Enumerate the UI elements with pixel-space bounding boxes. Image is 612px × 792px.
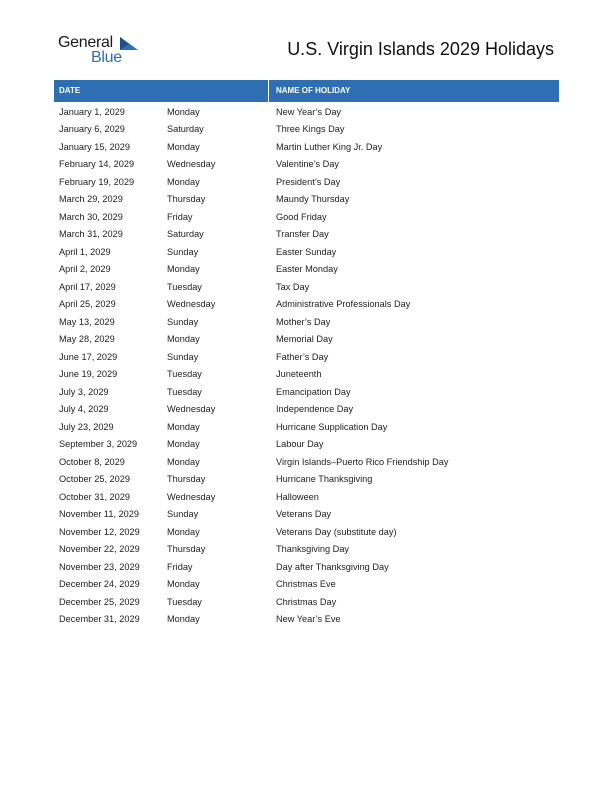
- holiday-name: Memorial Day: [276, 334, 333, 345]
- holiday-weekday: Saturday: [167, 229, 204, 240]
- table-row: [54, 593, 559, 611]
- holiday-weekday: Sunday: [167, 351, 199, 362]
- table-row: [54, 121, 559, 139]
- holiday-name: Christmas Eve: [276, 579, 336, 590]
- holiday-weekday: Sunday: [167, 509, 199, 520]
- table-row: [54, 208, 559, 226]
- holiday-date: November 23, 2029: [59, 561, 140, 572]
- holiday-name: Tax Day: [276, 281, 310, 292]
- holiday-date: June 17, 2029: [59, 351, 118, 362]
- holiday-weekday: Monday: [167, 141, 200, 152]
- holiday-name: Veterans Day (substitute day): [276, 526, 397, 537]
- table-row: [54, 401, 559, 419]
- table-row: [54, 453, 559, 471]
- table-row: [54, 103, 559, 121]
- table-row: [54, 541, 559, 559]
- holiday-name: Easter Monday: [276, 264, 338, 275]
- holiday-weekday: Thursday: [167, 474, 206, 485]
- table-row: [54, 226, 559, 244]
- table-row: [54, 173, 559, 191]
- logo-triangle-icon: [120, 37, 138, 55]
- holiday-date: November 11, 2029: [59, 509, 140, 520]
- logo-text-blue: Blue: [91, 49, 122, 66]
- table-row: [54, 331, 559, 349]
- holiday-date: October 8, 2029: [59, 456, 125, 467]
- holiday-date: January 15, 2029: [59, 141, 131, 152]
- table-row: [54, 278, 559, 296]
- holiday-name: Veterans Day: [276, 509, 332, 520]
- holiday-weekday: Monday: [167, 176, 200, 187]
- holiday-weekday: Monday: [167, 106, 200, 117]
- table-row: [54, 558, 559, 576]
- holiday-name: Maundy Thursday: [276, 194, 350, 205]
- holiday-date: October 31, 2029: [59, 491, 130, 502]
- table-row: [54, 296, 559, 314]
- holiday-weekday: Saturday: [167, 124, 204, 135]
- table-row: [54, 523, 559, 541]
- holiday-date: December 25, 2029: [59, 596, 140, 607]
- holiday-weekday: Wednesday: [167, 491, 216, 502]
- holiday-weekday: Wednesday: [167, 404, 216, 415]
- holiday-date: April 25, 2029: [59, 299, 116, 310]
- table-body: [54, 103, 559, 628]
- table-row: [54, 488, 559, 506]
- holiday-date: November 22, 2029: [59, 544, 140, 555]
- table-header: [54, 80, 559, 102]
- table-row: [54, 576, 559, 594]
- holiday-name: Labour Day: [276, 439, 324, 450]
- holiday-date: July 4, 2029: [59, 404, 109, 415]
- holiday-weekday: Friday: [167, 211, 193, 222]
- holiday-weekday: Tuesday: [167, 596, 202, 607]
- holiday-name: Emancipation Day: [276, 386, 351, 397]
- holiday-weekday: Thursday: [167, 544, 206, 555]
- holiday-name: Halloween: [276, 491, 319, 502]
- logo-text-general: General: [58, 34, 113, 51]
- table-row: [54, 506, 559, 524]
- table-row: [54, 471, 559, 489]
- holiday-weekday: Monday: [167, 614, 200, 625]
- holiday-weekday: Monday: [167, 526, 200, 537]
- table-row: [54, 261, 559, 279]
- generalblue-logo: [58, 34, 148, 68]
- holiday-weekday: Wednesday: [167, 159, 216, 170]
- holiday-date: June 19, 2029: [59, 369, 118, 380]
- holiday-name: Good Friday: [276, 211, 327, 222]
- table-row: [54, 191, 559, 209]
- holiday-date: May 28, 2029: [59, 334, 115, 345]
- table-row: [54, 138, 559, 156]
- holiday-date: July 23, 2029: [59, 421, 114, 432]
- holiday-weekday: Monday: [167, 334, 200, 345]
- holiday-weekday: Monday: [167, 421, 200, 432]
- holiday-name: Valentine’s Day: [276, 159, 339, 170]
- holiday-name: New Year’s Day: [276, 106, 342, 117]
- holiday-date: December 31, 2029: [59, 614, 140, 625]
- table-row: [54, 243, 559, 261]
- holiday-name: Mother’s Day: [276, 316, 331, 327]
- holiday-date: May 13, 2029: [59, 316, 115, 327]
- holiday-date: October 25, 2029: [59, 474, 130, 485]
- table-row: [54, 313, 559, 331]
- holiday-name: President’s Day: [276, 176, 341, 187]
- holiday-date: July 3, 2029: [59, 386, 109, 397]
- holiday-weekday: Monday: [167, 579, 200, 590]
- holiday-weekday: Tuesday: [167, 386, 202, 397]
- holiday-name: Virgin Islands–Puerto Rico Friendship Day: [276, 456, 449, 467]
- holiday-weekday: Monday: [167, 264, 200, 275]
- table-row: [54, 418, 559, 436]
- header-holiday-name: NAME OF HOLIDAY: [276, 86, 351, 95]
- holiday-date: March 30, 2029: [59, 211, 123, 222]
- holiday-name: Martin Luther King Jr. Day: [276, 141, 383, 152]
- header-date: DATE: [54, 80, 269, 102]
- table-row: [54, 156, 559, 174]
- table-row: [54, 348, 559, 366]
- holiday-name: Administrative Professionals Day: [276, 299, 411, 310]
- holiday-date: January 1, 2029: [59, 106, 125, 117]
- holiday-date: March 29, 2029: [59, 194, 123, 205]
- holiday-date: September 3, 2029: [59, 439, 138, 450]
- holiday-weekday: Tuesday: [167, 281, 202, 292]
- holiday-name: Transfer Day: [276, 229, 329, 240]
- holiday-name: Day after Thanksgiving Day: [276, 561, 389, 572]
- holiday-weekday: Monday: [167, 456, 200, 467]
- holiday-date: April 1, 2029: [59, 246, 111, 257]
- holiday-date: March 31, 2029: [59, 229, 123, 240]
- holiday-date: April 17, 2029: [59, 281, 116, 292]
- page-title: U.S. Virgin Islands 2029 Holidays: [287, 39, 554, 59]
- holiday-date: April 2, 2029: [59, 264, 111, 275]
- holiday-name: New Year’s Eve: [276, 614, 341, 625]
- holiday-name: Easter Sunday: [276, 246, 337, 257]
- table-row: [54, 611, 559, 629]
- holiday-name: Independence Day: [276, 404, 354, 415]
- holiday-name: Three Kings Day: [276, 124, 345, 135]
- holiday-name: Christmas Day: [276, 596, 337, 607]
- holiday-name: Thanksgiving Day: [276, 544, 350, 555]
- holiday-date: November 12, 2029: [59, 526, 140, 537]
- holidays-table: [54, 80, 559, 628]
- table-row: [54, 383, 559, 401]
- table-row: [54, 366, 559, 384]
- holiday-name: Hurricane Thanksgiving: [276, 474, 373, 485]
- holiday-weekday: Sunday: [167, 316, 199, 327]
- table-row: [54, 436, 559, 454]
- holiday-date: February 19, 2029: [59, 176, 135, 187]
- holiday-date: February 14, 2029: [59, 159, 135, 170]
- holiday-name: Father’s Day: [276, 351, 329, 362]
- holiday-weekday: Wednesday: [167, 299, 216, 310]
- holiday-weekday: Thursday: [167, 194, 206, 205]
- holiday-name: Hurricane Supplication Day: [276, 421, 388, 432]
- holiday-date: January 6, 2029: [59, 124, 125, 135]
- holiday-date: December 24, 2029: [59, 579, 140, 590]
- holiday-weekday: Friday: [167, 561, 193, 572]
- holiday-weekday: Tuesday: [167, 369, 202, 380]
- holiday-weekday: Monday: [167, 439, 200, 450]
- holiday-name: Juneteenth: [276, 369, 322, 380]
- holiday-weekday: Sunday: [167, 246, 199, 257]
